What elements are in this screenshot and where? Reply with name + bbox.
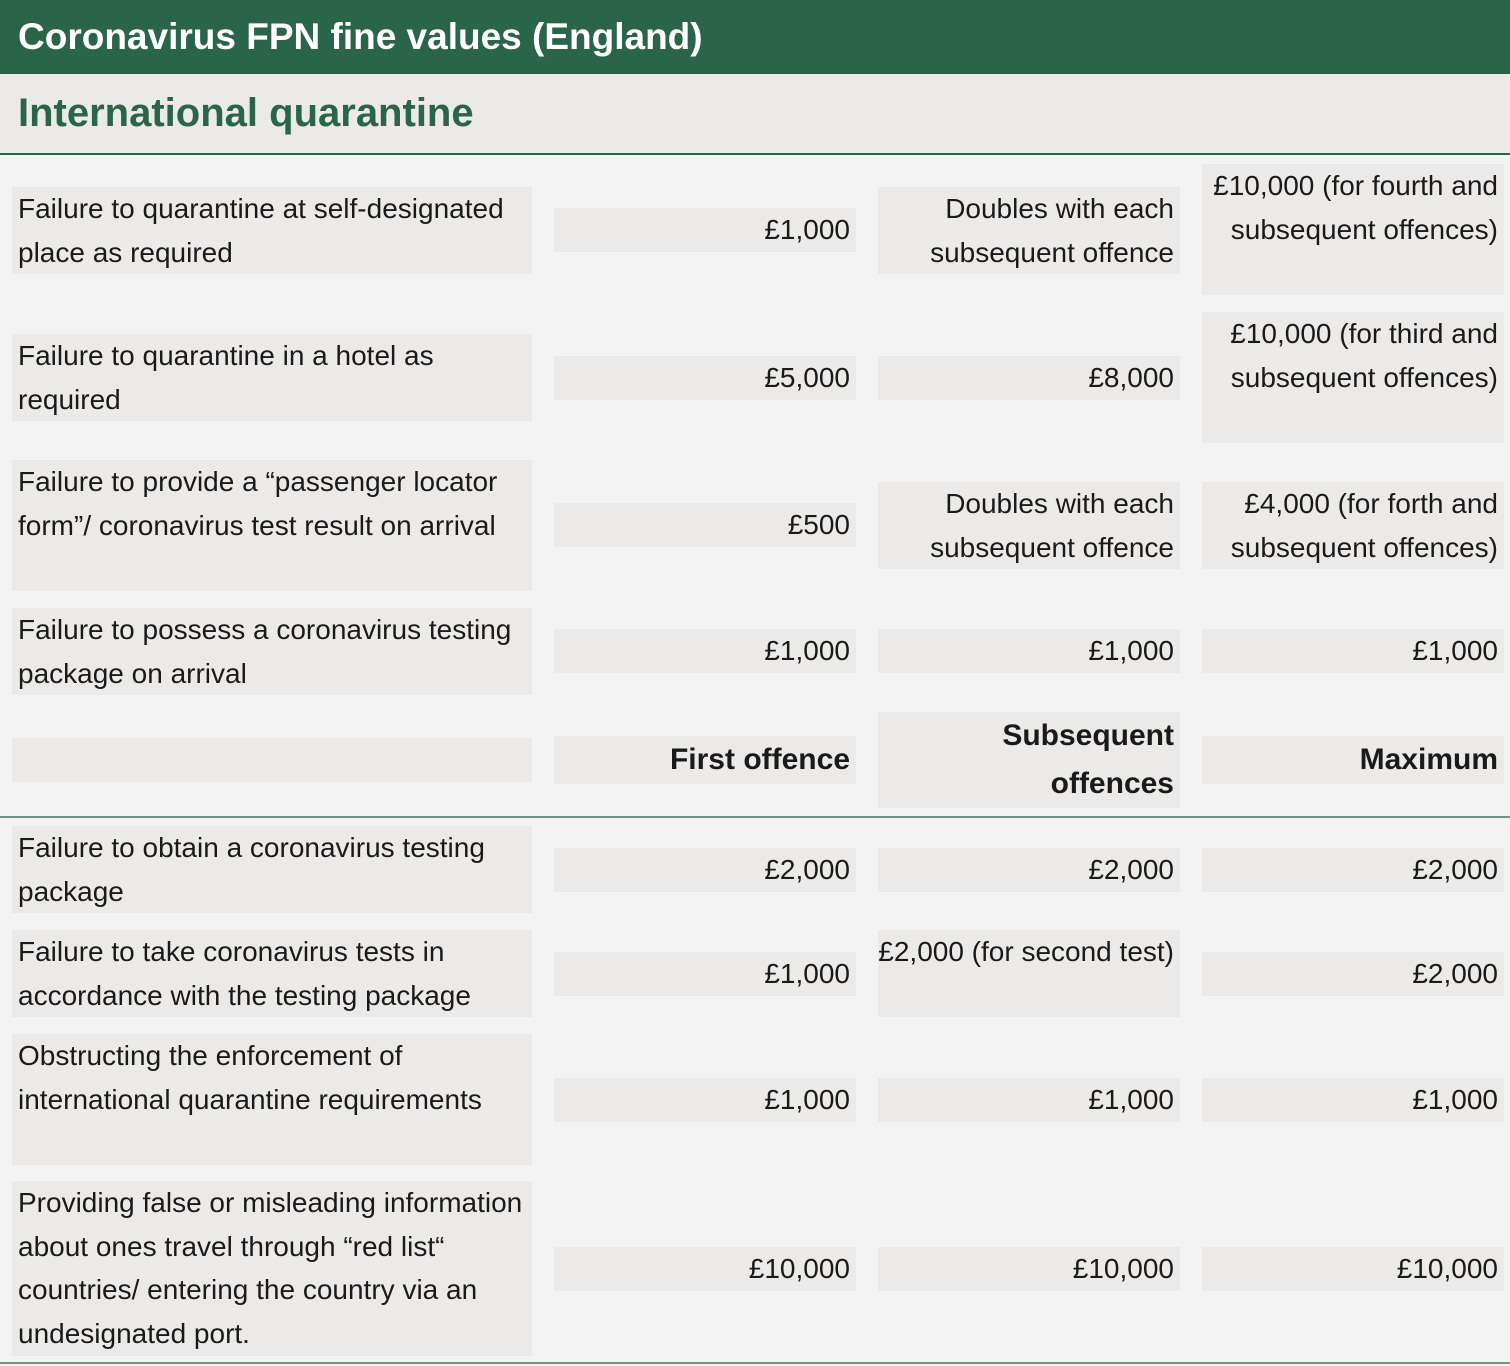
maximum-cell: £2,000	[1202, 848, 1504, 892]
offence-cell: Failure to possess a coronavirus testing package on arrival	[12, 608, 532, 695]
offence-cell: Failure to quarantine at self-designated place as required	[12, 187, 532, 274]
first-offence-cell: £2,000	[554, 848, 856, 892]
subsequent-offence-cell: £1,000	[878, 629, 1180, 673]
first-offence-cell: £1,000	[554, 629, 856, 673]
section-heading: International quarantine	[0, 74, 1510, 155]
first-offence-cell: £1,000	[554, 952, 856, 996]
first-offence-cell: £5,000	[554, 356, 856, 400]
column-header-offence	[12, 738, 532, 782]
column-header-first-offence: First offence	[554, 736, 856, 784]
maximum-cell: £1,000	[1202, 1078, 1504, 1122]
first-offence-cell: £500	[554, 503, 856, 547]
first-offence-cell: £10,000	[554, 1247, 856, 1291]
offence-cell: Providing false or misleading information about ones travel through “red list“ countries/ entering the country via an undesignated port.	[12, 1181, 532, 1356]
offence-cell: Failure to take coronavirus tests in accordance with the testing package	[12, 930, 532, 1017]
subsequent-offence-cell: £2,000	[878, 848, 1180, 892]
maximum-cell: £10,000 (for third and subsequent offences)	[1202, 312, 1504, 443]
subsequent-offence-cell: Doubles with each subsequent offence	[878, 482, 1180, 569]
maximum-cell: £1,000	[1202, 629, 1504, 673]
offence-cell: Obstructing the enforcement of international quarantine requirements	[12, 1034, 532, 1165]
subsequent-offence-cell: £8,000	[878, 356, 1180, 400]
subsequent-offence-cell: £10,000	[878, 1247, 1180, 1291]
maximum-cell: £10,000 (for fourth and subsequent offences)	[1202, 164, 1504, 295]
divider	[0, 816, 1510, 818]
maximum-cell: £10,000	[1202, 1247, 1504, 1291]
offence-cell: Failure to quarantine in a hotel as required	[12, 334, 532, 421]
subsequent-offence-cell: Doubles with each subsequent offence	[878, 187, 1180, 274]
subsequent-offence-cell: £1,000	[878, 1078, 1180, 1122]
offence-cell: Failure to provide a “passenger locator form”/ coronavirus test result on arrival	[12, 460, 532, 591]
column-header-maximum: Maximum	[1202, 736, 1504, 784]
subsequent-offence-cell: £2,000 (for second test)	[878, 930, 1180, 1017]
first-offence-cell: £1,000	[554, 1078, 856, 1122]
first-offence-cell: £1,000	[554, 208, 856, 252]
divider	[0, 1362, 1510, 1364]
offence-cell: Failure to obtain a coronavirus testing package	[12, 826, 532, 913]
column-header-subsequent-offences: Subsequent offences	[878, 712, 1180, 808]
maximum-cell: £4,000 (for forth and subsequent offences)	[1202, 482, 1504, 569]
table-title: Coronavirus FPN fine values (England)	[0, 0, 1510, 74]
maximum-cell: £2,000	[1202, 952, 1504, 996]
